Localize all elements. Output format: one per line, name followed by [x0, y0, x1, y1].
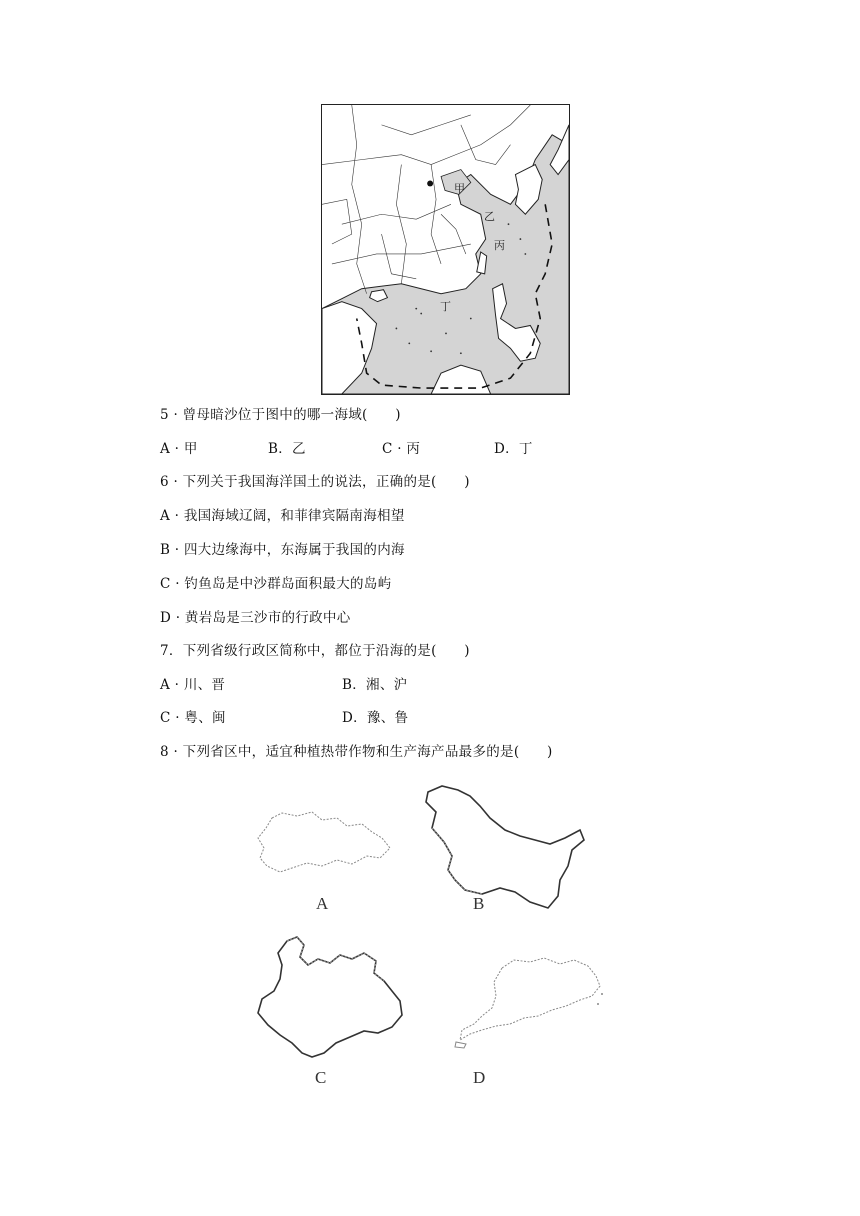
province-outline-c — [252, 935, 407, 1063]
question-7-option-d: D．豫、鲁 — [342, 710, 409, 726]
question-6-option-b: B · 四大边缘海中，东海属于我国的内海 — [160, 542, 405, 558]
province-outline-a — [252, 808, 397, 880]
question-5-option-a: A · 甲 — [160, 441, 198, 457]
province-label-b: B — [473, 894, 485, 913]
question-6-option-a: A · 我国海域辽阔，和菲律宾隔南海相望 — [160, 508, 405, 524]
map-label-yi: 乙 — [484, 210, 495, 223]
question-5-option-d: D．丁 — [494, 441, 533, 457]
map-label-ding: 丁 — [440, 300, 451, 313]
question-5-option-c: C · 丙 — [382, 441, 421, 457]
question-8-stem: 8 · 下列省区中，适宜种植热带作物和生产海产品最多的是( ) — [160, 744, 553, 760]
question-7-stem: 7．下列省级行政区简称中，都位于沿海的是( ) — [160, 643, 470, 659]
map-label-bing: 丙 — [494, 239, 505, 252]
province-outline-b — [420, 784, 590, 912]
province-label-a: A — [316, 894, 329, 913]
question-6-stem: 6 · 下列关于我国海洋国土的说法，正确的是( ) — [160, 474, 470, 490]
sea-region-map — [321, 104, 570, 395]
province-label-c: C — [315, 1068, 327, 1087]
map-label-jia: 甲 — [454, 182, 465, 195]
province-outline-d — [452, 950, 608, 1050]
question-7-option-c: C · 粤、闽 — [160, 710, 226, 726]
question-5-option-b: B．乙 — [268, 441, 306, 457]
question-6-option-d: D · 黄岩岛是三沙市的行政中心 — [160, 610, 351, 626]
question-6-option-c: C · 钓鱼岛是中沙群岛面积最大的岛屿 — [160, 576, 392, 592]
question-7-option-a: A · 川、晋 — [160, 677, 226, 693]
province-label-d: D — [473, 1068, 486, 1087]
question-5-stem: 5 · 曾母暗沙位于图中的哪一海域( ) — [160, 407, 401, 423]
question-7-option-b: B．湘、沪 — [342, 677, 408, 693]
